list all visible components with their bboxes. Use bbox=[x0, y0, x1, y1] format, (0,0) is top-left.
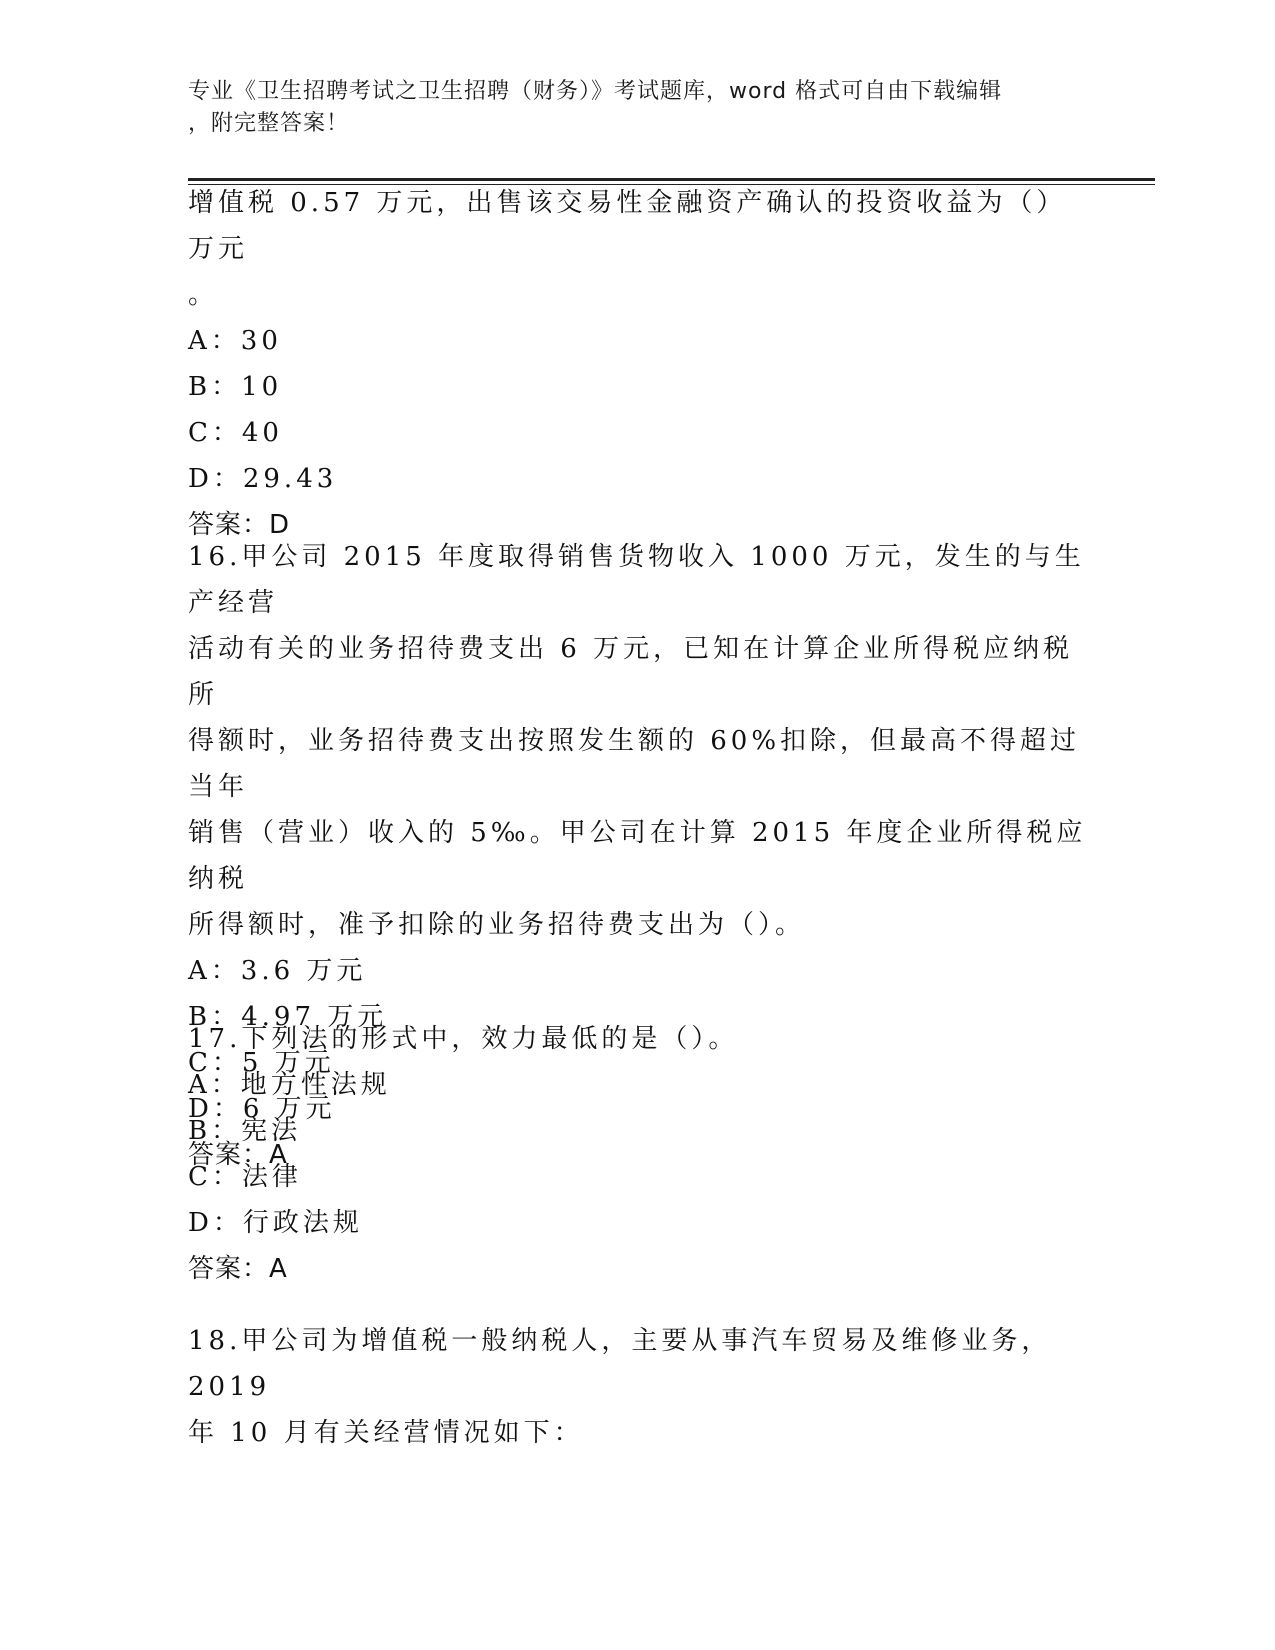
question-17-stem: 17.下列法的形式中，效力最低的是（）。 bbox=[188, 1024, 739, 1054]
question-15 bbox=[188, 180, 1088, 548]
question-17-answer: 答案：A bbox=[188, 1254, 288, 1284]
question-15-stem-line-1: 增值税 0.57 万元，出售该交易性金融资产确认的投资收益为（）万元 bbox=[188, 188, 1067, 264]
question-16-stem-line-1: 16.甲公司 2015 年度取得销售货物收入 1000 万元，发生的与生产经营 bbox=[188, 542, 1085, 618]
question-18-stem-line-1: 18.甲公司为增值税一般纳税人，主要从事汽车贸易及维修业务，2019 bbox=[188, 1326, 1052, 1402]
question-15-answer: 答案：D bbox=[188, 510, 291, 540]
question-16-option-a: A：3.6 万元 bbox=[188, 956, 367, 986]
question-15-option-b: B：10 bbox=[188, 372, 283, 402]
question-15-stem-line-2: 。 bbox=[188, 280, 219, 310]
question-16-option-b: B：4.97 万元 bbox=[188, 1002, 388, 1032]
question-17-option-b: B：宪法 bbox=[188, 1116, 302, 1146]
question-16-stem-line-5: 所得额时，准予扣除的业务招待费支出为（）。 bbox=[188, 910, 806, 940]
question-16-answer: 答案：A bbox=[188, 1140, 288, 1170]
question-17-option-d: D：行政法规 bbox=[188, 1208, 363, 1238]
question-17 bbox=[188, 1016, 1088, 1292]
header-line-1: 专业《卫生招聘考试之卫生招聘（财务）》考试题库，word 格式可自由下载编辑 bbox=[188, 79, 1003, 104]
header-line-2: ，附完整答案！ bbox=[188, 111, 350, 136]
question-16-option-c: C：5 万元 bbox=[188, 1048, 335, 1078]
question-16-stem-line-3: 得额时，业务招待费支出按照发生额的 60%扣除，但最高不得超过当年 bbox=[188, 726, 1081, 802]
document-header bbox=[188, 76, 1088, 140]
question-18-stem-line-2: 年 10 月有关经营情况如下： bbox=[188, 1418, 584, 1448]
question-15-option-d: D：29.43 bbox=[188, 464, 338, 494]
question-17-option-a: A：地方性法规 bbox=[188, 1070, 391, 1100]
question-17-option-c: C：法律 bbox=[188, 1162, 302, 1192]
question-15-option-c: C：40 bbox=[188, 418, 283, 448]
question-16-option-d: D：6 万元 bbox=[188, 1094, 336, 1124]
question-16-stem-line-4: 销售（营业）收入的 5‰。甲公司在计算 2015 年度企业所得税应纳税 bbox=[188, 818, 1087, 894]
question-16-stem-line-2: 活动有关的业务招待费支出 6 万元，已知在计算企业所得税应纳税所 bbox=[188, 634, 1074, 710]
question-15-option-a: A：30 bbox=[188, 326, 282, 356]
question-18 bbox=[188, 1318, 1088, 1456]
